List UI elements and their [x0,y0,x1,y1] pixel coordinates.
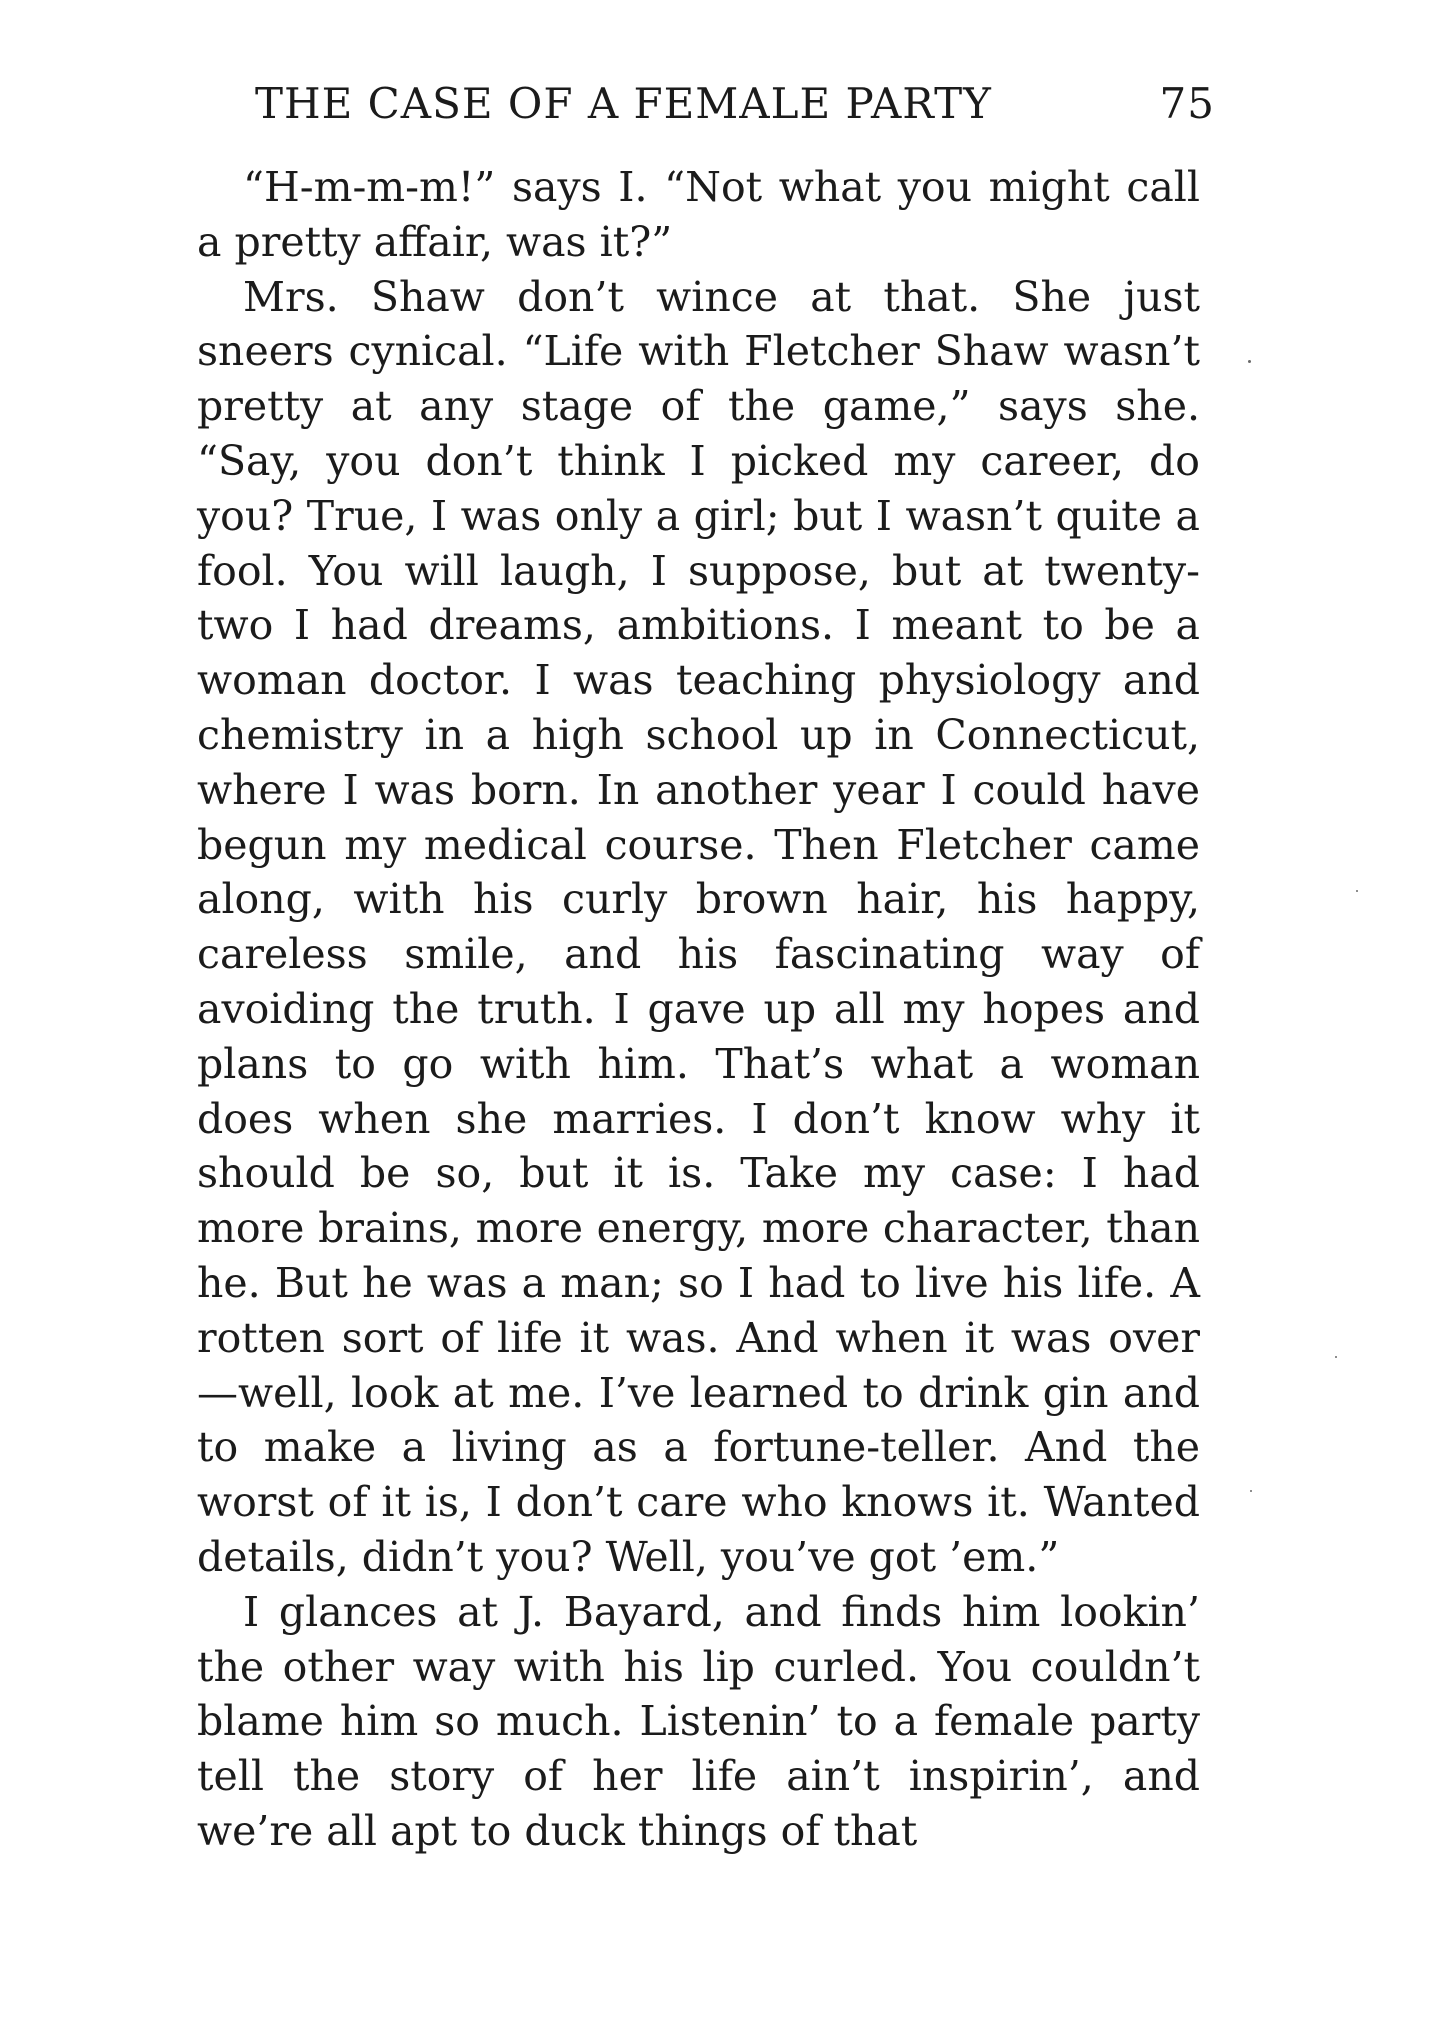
body-text [197,160,1200,1859]
scan-speck [1356,890,1358,892]
scan-speck [1250,1490,1252,1492]
scan-speck [1335,1356,1337,1358]
running-head-title: THE CASE OF A FEMALE PARTY [255,78,992,128]
paragraph-3 [197,1585,1200,1859]
paragraph-1 [197,160,1200,270]
paragraph-2 [197,270,1200,1585]
page-number: 75 [1159,78,1215,128]
paragraph-3-text: I glances at J. Bayard, and finds him lookin’ the other way with his lip curled. You couldn’t blame him so much. Listenin’ to a female party tell the story of her life ain’t inspirin’, and we’re all apt to duck things of that [197,1587,1200,1855]
running-head [255,68,1215,138]
paragraph-1-text: “H-m-m-m!” says I. “Not what you might call a pretty affair, was it?” [197,163,1200,266]
paragraph-2-text: Mrs. Shaw don’t wince at that. She just sneers cynical. “Life with Fletcher Shaw wasn’t pretty at any stage of the game,” says she. “Say, you don’t think I picked my career, do you? True, I was only a girl; but I wasn’t quite a fool. You will laugh, I suppose, but at twenty-two I had dreams, ambitions. I meant to be a woman doctor. I was teaching physiology and chemistry in a high school up in Connecticut, where I was born. In another year I could have begun my medical course. Then Fletcher came along, with his curly brown hair, his happy, careless smile, and his fascinating way of avoiding the truth. I gave up all my hopes and plans to go with him. That’s what a woman does when she marries. I don’t know why it should be so, but it is. Take my case: I had more brains, more energy, more character, than he. But he was a man; so I had to live his life. A rotten sort of life it was. And when it was over—well, look at me. I’ve learned to drink gin and to make a living as a fortune-teller. And the worst of it is, I don’t care who knows it. Wanted details, didn’t you? Well, you’ve got ’em.” [197,272,1200,1581]
scan-speck [1248,360,1251,363]
